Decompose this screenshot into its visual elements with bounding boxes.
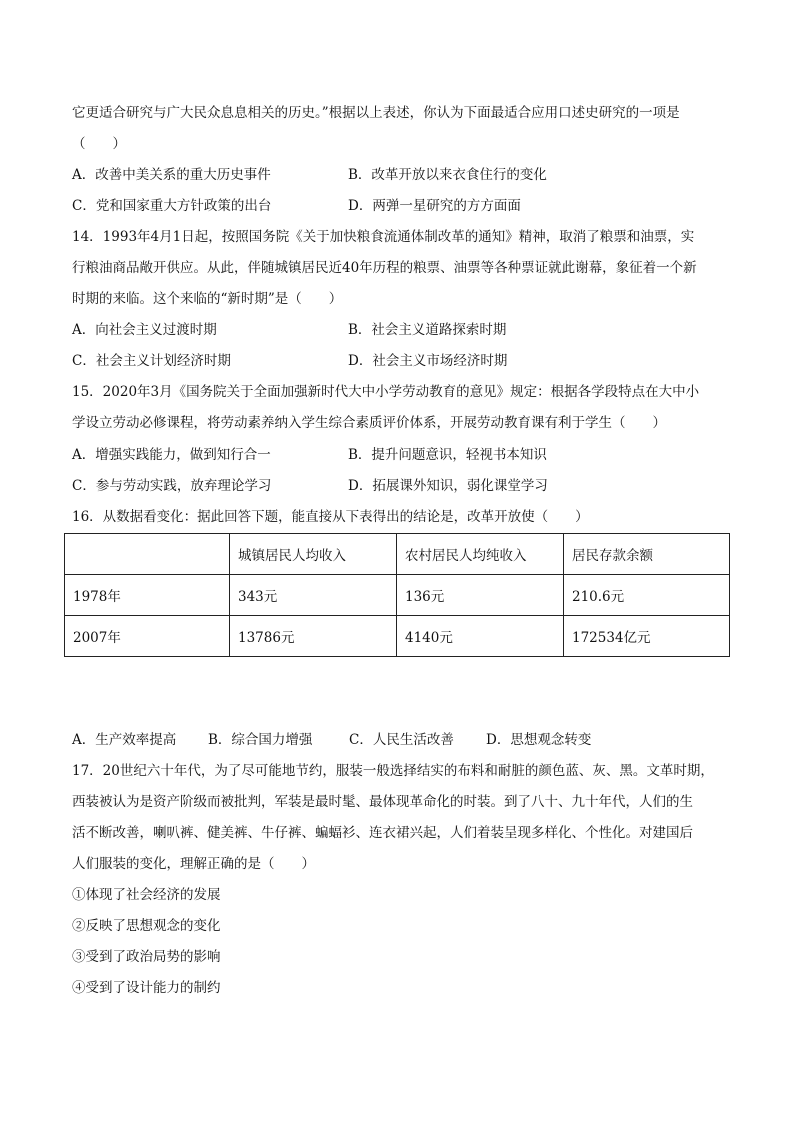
question-14-option-b: B．社会主义道路探索时期: [348, 322, 507, 338]
table-header-row: [65, 534, 730, 575]
question-17-item-4: ④受到了设计能力的制约: [72, 980, 221, 996]
question-15-option-c: C．参与劳动实践，放弃理论学习: [72, 478, 272, 494]
question-15-stem-line1: 15．2020年3月《国务院关于全面加强新时代大中小学劳动教育的意见》规定：根据各学段特点在大中小: [72, 384, 700, 400]
table-header-cell: 城镇居民人均收入: [230, 534, 397, 575]
question-14-option-a: A．向社会主义过渡时期: [72, 322, 217, 338]
question-13-stem-end: 它更适合研究与广大民众息息相关的历史。”根据以上表述，你认为下面最适合应用口述史研究的一项是: [72, 105, 680, 121]
table-cell: 2007年: [65, 616, 230, 657]
table-cell: 13786元: [230, 616, 397, 657]
question-15-stem-line2: 学设立劳动必修课程，将劳动素养纳入学生综合素质评价体系，开展劳动教育课有利于学生（ ）: [72, 415, 666, 431]
table-cell: 343元: [230, 575, 397, 616]
table-header-cell: [65, 534, 230, 575]
question-14-option-d: D．社会主义市场经济时期: [348, 353, 508, 369]
table-header-cell: 农村居民人均纯收入: [397, 534, 564, 575]
question-15-option-a: A．增强实践能力，做到知行合一: [72, 447, 271, 463]
table-cell: 210.6元: [564, 575, 730, 616]
question-14-stem-line2: 行粮油商品敞开供应。从此，伴随城镇居民近40年历程的粮票、油票等各种票证就此谢幕，象征着一个新: [72, 260, 697, 276]
question-14-stem-line3: 时期的来临。这个来临的“新时期”是（ ）: [72, 291, 343, 307]
table-row: [65, 616, 730, 657]
table-header-cell: 居民存款余额: [564, 534, 730, 575]
question-17-item-3: ③受到了政治局势的影响: [72, 949, 221, 965]
table-cell: 1978年: [65, 575, 230, 616]
question-17-item-2: ②反映了思想观念的变化: [72, 918, 221, 934]
table-cell: 4140元: [397, 616, 564, 657]
question-13-answer-blank: （ ）: [72, 136, 126, 152]
question-15-option-d: D．拓展课外知识，弱化课堂学习: [348, 478, 548, 494]
income-data-table: [64, 533, 730, 657]
question-16-option-a: A．生产效率提高: [72, 732, 177, 748]
question-13-option-d: D．两弹一星研究的方方面面: [348, 198, 521, 214]
table-row: [65, 575, 730, 616]
question-16-option-b: B．综合国力增强: [208, 732, 313, 748]
question-17-stem-line1: 17．20世纪六十年代，为了尽可能地节约，服装一般选择结实的布料和耐脏的颜色蓝、灰、黑。文革时期，: [72, 763, 714, 779]
question-17-stem-line4: 人们服装的变化，理解正确的是（ ）: [72, 856, 315, 872]
question-13-option-a: A．改善中美关系的重大历史事件: [72, 167, 271, 183]
question-14-option-c: C．社会主义计划经济时期: [72, 353, 231, 369]
question-16-option-d: D．思想观念转变: [486, 732, 592, 748]
question-14-stem-line1: 14．1993年4月1日起，按照国务院《关于加快粮食流通体制改革的通知》精神，取消了粮票和油票，实: [72, 229, 695, 245]
question-17-stem-line3: 活不断改善，喇叭裤、健美裤、牛仔裤、蝙蝠衫、连衣裙兴起，人们着装呈现多样化、个性化。对建国后: [72, 825, 693, 841]
question-16-stem: 16．从数据看变化：据此回答下题，能直接从下表得出的结论是，改革开放使（ ）: [72, 509, 589, 525]
question-15-option-b: B．提升问题意识，轻视书本知识: [348, 447, 547, 463]
question-17-item-1: ①体现了社会经济的发展: [72, 887, 221, 903]
table-cell: 172534亿元: [564, 616, 730, 657]
question-13-option-b: B．改革开放以来衣食住行的变化: [348, 167, 547, 183]
question-13-option-c: C．党和国家重大方针政策的出台: [72, 198, 272, 214]
table-cell: 136元: [397, 575, 564, 616]
question-16-option-c: C．人民生活改善: [349, 732, 454, 748]
question-17-stem-line2: 西装被认为是资产阶级而被批判，军装是最时髦、最体现革命化的时装。到了八十、九十年代，人们的生: [72, 794, 693, 810]
